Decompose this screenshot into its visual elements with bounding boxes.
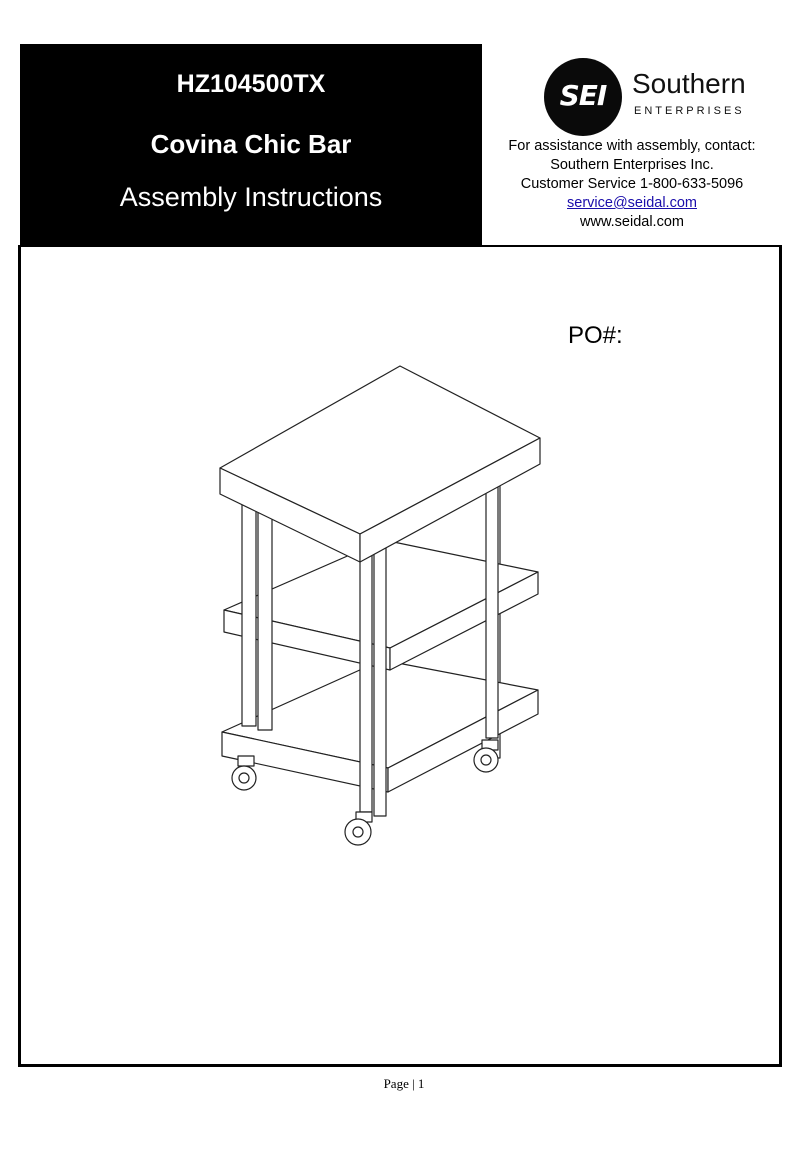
contact-line-3: Customer Service 1-800-633-5096 [520, 176, 744, 192]
product-name: Covina Chic Bar [150, 129, 352, 159]
contact-info [482, 137, 782, 232]
page-number: Page | 1 [383, 1076, 425, 1091]
contact-line-1: For assistance with assembly, contact: [508, 138, 756, 154]
sei-logo-icon: SEI [544, 58, 622, 136]
contact-line-2: Southern Enterprises Inc. [550, 157, 714, 173]
model-number: HZ104500TX [176, 70, 326, 98]
title-block [20, 44, 482, 247]
bar-cart-line-drawing-icon [210, 360, 550, 860]
brand-tagline: ENTERPRISES [634, 105, 745, 117]
brand-name: Southern [632, 68, 746, 99]
document-subtitle: Assembly Instructions [119, 182, 383, 212]
website-text: www.seidal.com [580, 214, 684, 230]
brand-logo [540, 58, 790, 138]
email-link[interactable]: service@seidal.com [567, 195, 697, 211]
po-number-label: PO#: [568, 322, 623, 349]
